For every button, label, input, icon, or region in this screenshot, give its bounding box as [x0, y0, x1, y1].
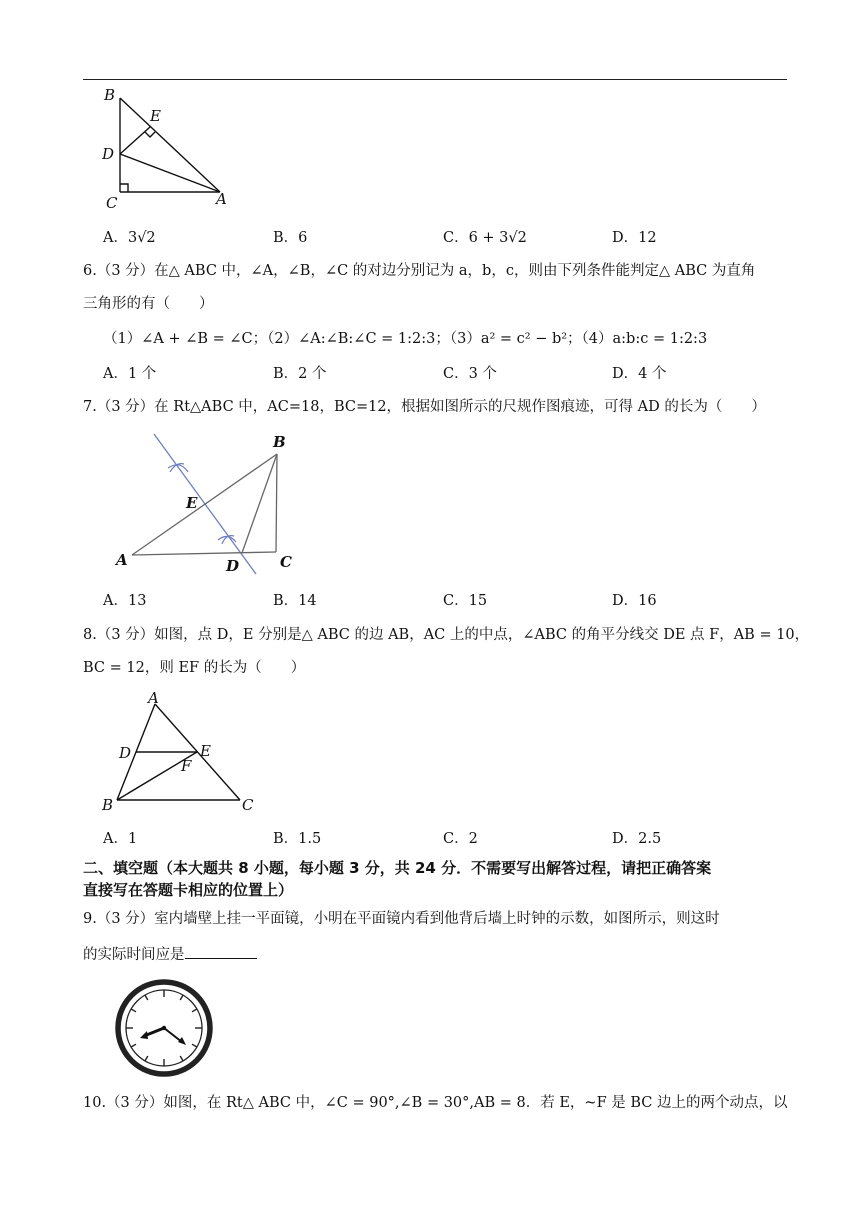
- q7-label-a: A: [116, 551, 128, 569]
- q8-label-c: C: [242, 796, 254, 814]
- q6-question-line1: 6.（3 分）在△ ABC 中，∠A，∠B，∠C 的对边分别记为 a，b，c，则由下列条件能判定△ ABC 为直角: [83, 263, 756, 279]
- q6-option-a: A．1 个: [103, 366, 157, 382]
- q8-question-line1: 8.（3 分）如图，点 D，E 分别是△ ABC 的边 AB，AC 上的中点，∠ABC 的角平分线交 DE 点 F，AB = 10，: [83, 627, 810, 643]
- q7-label-e: E: [186, 494, 198, 512]
- q5-label-b: B: [104, 86, 116, 104]
- q9-question-text: 的实际时间应是: [83, 947, 185, 963]
- q10-question-line1: 10.（3 分）如图，在 Rt△ ABC 中，∠C = 90°,∠B = 30°,AB = 8．若 E，~F 是 BC 边上的两个动点，以: [83, 1095, 788, 1111]
- q7-label-b: B: [273, 433, 286, 451]
- header-rule: [83, 79, 787, 80]
- section-heading-line1: 二、填空题（本大题共 8 小题，每小题 3 分，共 24 分．不需要写出解答过程，请把正确答案: [83, 859, 712, 877]
- q7-option-b: B．14: [273, 593, 317, 609]
- q8-label-d: D: [119, 744, 132, 762]
- q8-option-b: B．1.5: [273, 831, 322, 847]
- q7-option-d: D．16: [612, 593, 657, 609]
- q8-question-line2: BC = 12，则 EF 的长为（ ）: [83, 660, 306, 676]
- q7-label-d: D: [226, 557, 240, 575]
- q7-label-c: C: [280, 553, 292, 571]
- q6-question-line2: 三角形的有（ ）: [83, 296, 214, 312]
- q5-option-d: D．12: [612, 230, 657, 246]
- q8-option-d: D．2.5: [612, 831, 662, 847]
- q6-conditions: （1）∠A + ∠B = ∠C；（2）∠A:∠B:∠C = 1:2:3；（3）a² = c² − b²；（4）a:b:c = 1:2:3: [103, 331, 708, 347]
- section-heading-line2: 直接写在答题卡相应的位置上）: [83, 881, 294, 899]
- q7-option-a: A．13: [103, 593, 147, 609]
- q5-option-b: B．6: [273, 230, 308, 246]
- q8-option-a: A．1: [103, 831, 138, 847]
- q5-label-d: D: [102, 145, 115, 163]
- q9-question-line1: 9.（3 分）室内墙壁上挂一平面镜，小明在平面镜内看到他背后墙上时钟的示数，如图所示，则这时: [83, 911, 720, 927]
- q7-question-line1: 7.（3 分）在 Rt△ABC 中，AC=18，BC=12，根据如图所示的尺规作图痕迹，可得 AD 的长为（ ）: [83, 399, 766, 415]
- q8-label-e: E: [200, 742, 211, 760]
- q5-label-c: C: [106, 194, 118, 212]
- q5-label-e: E: [150, 107, 161, 125]
- q6-option-b: B．2 个: [273, 366, 327, 382]
- q5-label-a: A: [216, 190, 227, 208]
- q8-triangle-figure: [100, 690, 265, 815]
- mirror-clock-figure: [110, 980, 218, 1076]
- q5-option-c: C．6 + 3√2: [443, 230, 527, 246]
- q7-construction-figure: [110, 428, 300, 583]
- q8-label-b: B: [102, 796, 114, 814]
- q8-label-f: F: [181, 757, 192, 775]
- q6-option-c: C．3 个: [443, 366, 497, 382]
- q5-triangle-figure: [100, 86, 240, 211]
- q8-option-c: C．2: [443, 831, 478, 847]
- q5-option-a: A．3√2: [103, 230, 156, 246]
- q8-label-a: A: [148, 689, 159, 707]
- q9-answer-blank[interactable]: [185, 942, 257, 959]
- q9-question-line2: [83, 942, 257, 965]
- q6-option-d: D．4 个: [612, 366, 667, 382]
- q7-option-c: C．15: [443, 593, 488, 609]
